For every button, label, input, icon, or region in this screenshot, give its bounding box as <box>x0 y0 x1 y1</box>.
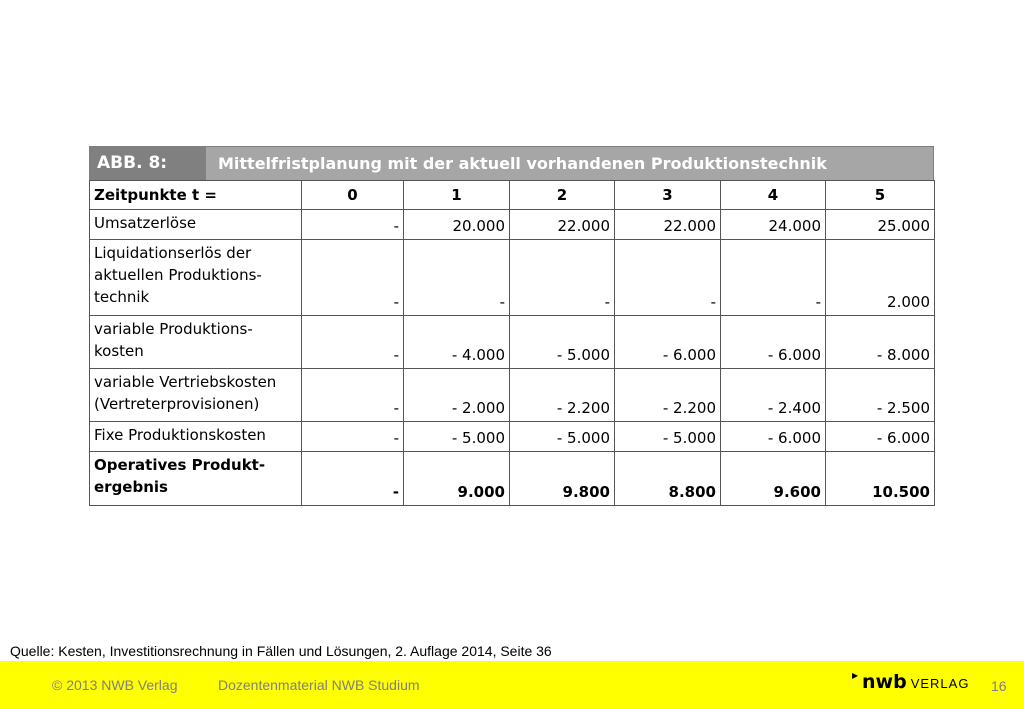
column-header: 4 <box>721 181 826 210</box>
row-label <box>90 369 302 422</box>
table-cell: - <box>404 240 510 316</box>
figure-header <box>89 146 934 180</box>
table-cell: 22.000 <box>615 210 721 240</box>
logo-nwb-text: nwb <box>862 671 907 693</box>
column-header: 3 <box>615 181 721 210</box>
table-cell: - 5.000 <box>615 422 721 452</box>
table-cell: - 5.000 <box>510 316 615 369</box>
table-cell: - 6.000 <box>721 422 826 452</box>
table-cell: - 5.000 <box>404 422 510 452</box>
planning-table <box>89 180 935 506</box>
figure-label: ABB. 8: <box>90 147 206 180</box>
row-label <box>90 422 302 452</box>
table-cell: 2.000 <box>826 240 935 316</box>
table-cell: - <box>302 316 404 369</box>
source-citation: Quelle: Kesten, Investitionsrechnung in Fällen und Lösungen, 2. Auflage 2014, Seite 36 <box>10 643 552 659</box>
table-cell: - 6.000 <box>826 422 935 452</box>
table-cell: 9.000 <box>404 452 510 506</box>
table-header-row <box>90 181 935 210</box>
table-cell: - 6.000 <box>721 316 826 369</box>
row-label-line: Operatives Produkt- <box>94 456 266 474</box>
row-label <box>90 452 302 506</box>
table-row <box>90 316 935 369</box>
table-cell: - 4.000 <box>404 316 510 369</box>
table-cell: - 2.400 <box>721 369 826 422</box>
row-label-line: variable Produktions- <box>94 320 253 338</box>
row-label-line: variable Vertriebskosten <box>94 373 277 391</box>
table-cell: - <box>302 240 404 316</box>
column-header: 5 <box>826 181 935 210</box>
row-label-line: aktuellen Produktions- <box>94 266 262 284</box>
table-cell: - 2.500 <box>826 369 935 422</box>
table-cell: - <box>302 452 404 506</box>
nwb-logo <box>852 671 969 693</box>
row-label <box>90 316 302 369</box>
table-cell: - <box>721 240 826 316</box>
table-row <box>90 452 935 506</box>
table-cell: - <box>302 422 404 452</box>
table-cell: - 5.000 <box>510 422 615 452</box>
footer-material: Dozentenmaterial NWB Studium <box>218 677 420 693</box>
table-cell: 9.800 <box>510 452 615 506</box>
table-cell: 10.500 <box>826 452 935 506</box>
table-cell: - <box>302 210 404 240</box>
table-cell: - <box>510 240 615 316</box>
table-cell: - 2.200 <box>615 369 721 422</box>
footer-bar <box>0 661 1024 709</box>
table-cell: - <box>302 369 404 422</box>
column-header: 1 <box>404 181 510 210</box>
table-row <box>90 210 935 240</box>
table-cell: - 2.200 <box>510 369 615 422</box>
table-cell: - <box>615 240 721 316</box>
row-label-line: Umsatzerlöse <box>94 214 197 232</box>
table-cell: - 8.000 <box>826 316 935 369</box>
row-label <box>90 210 302 240</box>
table-cell: - 2.000 <box>404 369 510 422</box>
row-label-line: kosten <box>94 342 144 360</box>
table-cell: 20.000 <box>404 210 510 240</box>
table-row <box>90 369 935 422</box>
table-cell: 8.800 <box>615 452 721 506</box>
column-header: 2 <box>510 181 615 210</box>
table-row <box>90 240 935 316</box>
row-label-line: Liquidationserlös der <box>94 244 252 262</box>
figure-title: Mittelfristplanung mit der aktuell vorhandenen Produktionstechnik <box>218 154 827 173</box>
logo-verlag-text: VERLAG <box>910 676 970 691</box>
footer-copyright: © 2013 NWB Verlag <box>52 677 178 693</box>
header-label: Zeitpunkte t = <box>90 181 302 210</box>
row-label-line: (Vertreterprovisionen) <box>94 395 260 413</box>
figure <box>89 146 934 506</box>
column-header: 0 <box>302 181 404 210</box>
table-cell: - 6.000 <box>615 316 721 369</box>
row-label-line: ergebnis <box>94 478 168 496</box>
row-label-line: technik <box>94 288 150 306</box>
table-row <box>90 422 935 452</box>
table-cell: 9.600 <box>721 452 826 506</box>
row-label <box>90 240 302 316</box>
table-cell: 24.000 <box>721 210 826 240</box>
table-cell: 25.000 <box>826 210 935 240</box>
page-number: 16 <box>991 678 1007 694</box>
row-label-line: Fixe Produktionskosten <box>94 426 266 444</box>
table-cell: 22.000 <box>510 210 615 240</box>
logo-triangle-icon: ▶ <box>852 671 859 680</box>
